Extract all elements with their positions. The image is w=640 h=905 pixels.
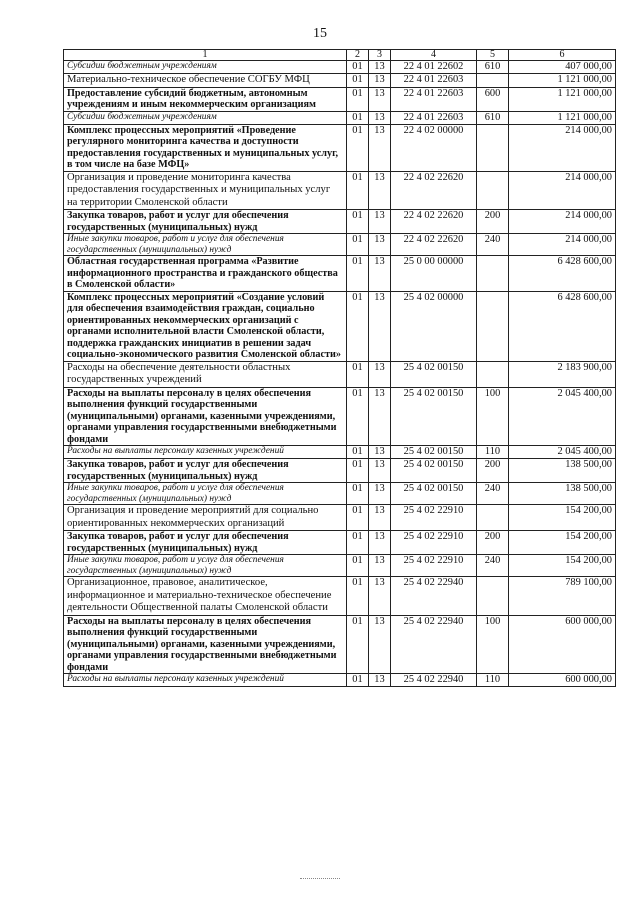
row-section: 01 — [347, 256, 369, 292]
column-number: 5 — [477, 50, 509, 61]
column-number-row — [64, 50, 616, 61]
row-section: 01 — [347, 505, 369, 531]
row-amount: 2 183 900,00 — [509, 361, 616, 387]
row-section: 01 — [347, 615, 369, 674]
row-subsection: 13 — [369, 124, 391, 171]
row-name: Областная государственная программа «Развитие информационного пространства и гражданского общества в Смоленской области» — [64, 256, 347, 292]
row-expense-type: 200 — [477, 459, 509, 483]
row-target-code: 25 4 02 22910 — [391, 505, 477, 531]
table-row — [64, 531, 616, 555]
row-amount: 6 428 600,00 — [509, 256, 616, 292]
table-row — [64, 446, 616, 459]
budget-table — [63, 49, 616, 687]
row-target-code: 25 4 02 22940 — [391, 615, 477, 674]
row-amount: 1 121 000,00 — [509, 111, 616, 124]
table-row — [64, 87, 616, 111]
row-amount: 154 200,00 — [509, 505, 616, 531]
row-amount: 214 000,00 — [509, 210, 616, 234]
row-section: 01 — [347, 387, 369, 446]
row-amount: 600 000,00 — [509, 674, 616, 687]
row-expense-type — [477, 505, 509, 531]
column-number: 4 — [391, 50, 477, 61]
row-name: Закупка товаров, работ и услуг для обеспечения государственных (муниципальных) нужд — [64, 531, 347, 555]
row-target-code: 25 4 02 22940 — [391, 577, 477, 616]
row-expense-type: 610 — [477, 111, 509, 124]
row-expense-type — [477, 124, 509, 171]
row-amount: 154 200,00 — [509, 555, 616, 577]
column-number: 2 — [347, 50, 369, 61]
row-target-code: 22 4 01 22602 — [391, 61, 477, 74]
row-expense-type — [477, 171, 509, 210]
page-number: 15 — [313, 26, 327, 41]
row-expense-type — [477, 361, 509, 387]
table-row — [64, 483, 616, 505]
table-row — [64, 615, 616, 674]
row-name: Субсидии бюджетным учреждениям — [64, 111, 347, 124]
row-section: 01 — [347, 74, 369, 88]
row-amount: 214 000,00 — [509, 234, 616, 256]
row-expense-type: 100 — [477, 615, 509, 674]
row-subsection: 13 — [369, 531, 391, 555]
row-target-code: 25 4 02 00150 — [391, 361, 477, 387]
row-subsection: 13 — [369, 446, 391, 459]
table-row — [64, 577, 616, 616]
row-subsection: 13 — [369, 387, 391, 446]
row-subsection: 13 — [369, 171, 391, 210]
row-target-code: 22 4 01 22603 — [391, 87, 477, 111]
row-subsection: 13 — [369, 483, 391, 505]
row-section: 01 — [347, 483, 369, 505]
row-subsection: 13 — [369, 210, 391, 234]
row-expense-type: 240 — [477, 555, 509, 577]
row-name: Расходы на обеспечение деятельности областных государственных учреждений — [64, 361, 347, 387]
row-target-code: 22 4 02 22620 — [391, 171, 477, 210]
scan-artifact — [300, 878, 340, 880]
row-section: 01 — [347, 446, 369, 459]
row-subsection: 13 — [369, 291, 391, 361]
row-section: 01 — [347, 87, 369, 111]
table-row — [64, 61, 616, 74]
row-subsection: 13 — [369, 615, 391, 674]
table-row — [64, 361, 616, 387]
table-row — [64, 505, 616, 531]
row-amount: 138 500,00 — [509, 483, 616, 505]
row-expense-type: 200 — [477, 210, 509, 234]
row-subsection: 13 — [369, 256, 391, 292]
row-amount: 407 000,00 — [509, 61, 616, 74]
row-target-code: 25 0 00 00000 — [391, 256, 477, 292]
row-expense-type: 240 — [477, 483, 509, 505]
row-section: 01 — [347, 555, 369, 577]
row-name: Комплекс процессных мероприятий «Проведение регулярного мониторинга качества и доступности предоставления государственных и муниципальных услуг, в том числе на базе МФЦ» — [64, 124, 347, 171]
row-name: Организация и проведение мониторинга качества предоставления государственных и муниципальных услуг на территории Смоленской области — [64, 171, 347, 210]
table-row — [64, 171, 616, 210]
table-row — [64, 555, 616, 577]
row-target-code: 25 4 02 22910 — [391, 531, 477, 555]
row-target-code: 22 4 02 22620 — [391, 234, 477, 256]
row-expense-type: 200 — [477, 531, 509, 555]
row-section: 01 — [347, 291, 369, 361]
row-target-code: 22 4 01 22603 — [391, 74, 477, 88]
row-name: Расходы на выплаты персоналу в целях обеспечения выполнения функций государственными (муниципальными) органами, казенными учреждениями, органами управления государственными внебюджетными фондами — [64, 615, 347, 674]
row-target-code: 25 4 02 00150 — [391, 387, 477, 446]
column-number: 1 — [64, 50, 347, 61]
row-section: 01 — [347, 234, 369, 256]
row-name: Иные закупки товаров, работ и услуг для обеспечения государственных (муниципальных) нужд — [64, 234, 347, 256]
row-name: Комплекс процессных мероприятий «Создание условий для обеспечения взаимодействия граждан, социально ориентированных некоммерческих организаций с органами исполнительной власти Смоленской области, поддержка гражданских инициатив в решении задач социально-экономического развития Смоленской области» — [64, 291, 347, 361]
row-subsection: 13 — [369, 555, 391, 577]
row-subsection: 13 — [369, 61, 391, 74]
row-amount: 600 000,00 — [509, 615, 616, 674]
row-subsection: 13 — [369, 674, 391, 687]
row-name: Закупка товаров, работ и услуг для обеспечения государственных (муниципальных) нужд — [64, 210, 347, 234]
row-amount: 2 045 400,00 — [509, 446, 616, 459]
row-amount: 1 121 000,00 — [509, 87, 616, 111]
table-row — [64, 234, 616, 256]
table-row — [64, 111, 616, 124]
row-subsection: 13 — [369, 74, 391, 88]
row-subsection: 13 — [369, 577, 391, 616]
row-target-code: 25 4 02 22940 — [391, 674, 477, 687]
table-row — [64, 459, 616, 483]
row-subsection: 13 — [369, 459, 391, 483]
row-target-code: 22 4 02 00000 — [391, 124, 477, 171]
table-row — [64, 256, 616, 292]
row-subsection: 13 — [369, 234, 391, 256]
row-target-code: 22 4 01 22603 — [391, 111, 477, 124]
row-amount: 214 000,00 — [509, 124, 616, 171]
row-expense-type — [477, 291, 509, 361]
row-expense-type — [477, 256, 509, 292]
row-section: 01 — [347, 61, 369, 74]
row-name: Расходы на выплаты персоналу казенных учреждений — [64, 446, 347, 459]
row-expense-type: 240 — [477, 234, 509, 256]
row-expense-type: 110 — [477, 446, 509, 459]
row-expense-type: 100 — [477, 387, 509, 446]
row-target-code: 22 4 02 22620 — [391, 210, 477, 234]
row-amount: 789 100,00 — [509, 577, 616, 616]
column-number: 3 — [369, 50, 391, 61]
row-target-code: 25 4 02 00000 — [391, 291, 477, 361]
row-amount: 1 121 000,00 — [509, 74, 616, 88]
row-target-code: 25 4 02 00150 — [391, 459, 477, 483]
table-row — [64, 124, 616, 171]
column-number: 6 — [509, 50, 616, 61]
row-amount: 6 428 600,00 — [509, 291, 616, 361]
row-section: 01 — [347, 361, 369, 387]
row-subsection: 13 — [369, 87, 391, 111]
table-row — [64, 674, 616, 687]
row-amount: 138 500,00 — [509, 459, 616, 483]
row-subsection: 13 — [369, 111, 391, 124]
row-subsection: 13 — [369, 505, 391, 531]
table-row — [64, 291, 616, 361]
row-name: Закупка товаров, работ и услуг для обеспечения государственных (муниципальных) нужд — [64, 459, 347, 483]
row-section: 01 — [347, 124, 369, 171]
row-name: Организация и проведение мероприятий для социально ориентированных некоммерческих организаций — [64, 505, 347, 531]
row-section: 01 — [347, 210, 369, 234]
row-section: 01 — [347, 171, 369, 210]
row-amount: 154 200,00 — [509, 531, 616, 555]
row-name: Расходы на выплаты персоналу в целях обеспечения выполнения функций государственными (муниципальными) органами, казенными учреждениями, органами управления государственными внебюджетными фондами — [64, 387, 347, 446]
row-expense-type: 600 — [477, 87, 509, 111]
row-name: Предоставление субсидий бюджетным, автономным учреждениям и иным некоммерческим организациям — [64, 87, 347, 111]
row-section: 01 — [347, 577, 369, 616]
row-section: 01 — [347, 674, 369, 687]
row-target-code: 25 4 02 22910 — [391, 555, 477, 577]
table-row — [64, 210, 616, 234]
row-name: Расходы на выплаты персоналу казенных учреждений — [64, 674, 347, 687]
row-section: 01 — [347, 111, 369, 124]
row-target-code: 25 4 02 00150 — [391, 446, 477, 459]
row-subsection: 13 — [369, 361, 391, 387]
row-name: Иные закупки товаров, работ и услуг для обеспечения государственных (муниципальных) нужд — [64, 483, 347, 505]
row-target-code: 25 4 02 00150 — [391, 483, 477, 505]
row-expense-type: 610 — [477, 61, 509, 74]
row-section: 01 — [347, 531, 369, 555]
row-amount: 2 045 400,00 — [509, 387, 616, 446]
row-name: Материально-техническое обеспечение СОГБУ МФЦ — [64, 74, 347, 88]
row-expense-type: 110 — [477, 674, 509, 687]
row-expense-type — [477, 577, 509, 616]
row-name: Организационное, правовое, аналитическое, информационное и материально-техническое обеспечение деятельности Общественной палаты Смоленской области — [64, 577, 347, 616]
table-row — [64, 387, 616, 446]
table-row — [64, 74, 616, 88]
row-name: Субсидии бюджетным учреждениям — [64, 61, 347, 74]
row-section: 01 — [347, 459, 369, 483]
row-amount: 214 000,00 — [509, 171, 616, 210]
row-expense-type — [477, 74, 509, 88]
row-name: Иные закупки товаров, работ и услуг для обеспечения государственных (муниципальных) нужд — [64, 555, 347, 577]
